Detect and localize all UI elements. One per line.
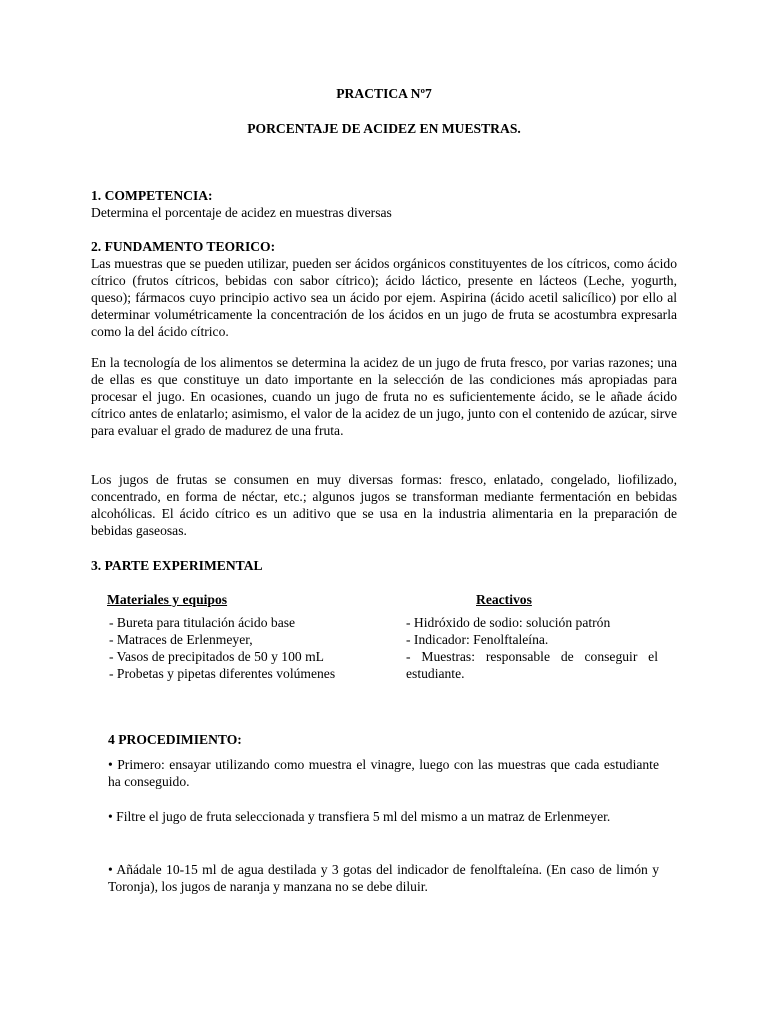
fundamento-heading: 2. FUNDAMENTO TEORICO: [91, 239, 276, 254]
bullet-icon: • [108, 809, 113, 824]
competencia-text: Determina el porcentaje de acidez en muestras diversas [91, 205, 392, 220]
procedimiento-step-1 [108, 756, 659, 790]
competencia-heading: 1. COMPETENCIA: [91, 188, 213, 203]
experimental-heading: 3. PARTE EXPERIMENTAL [91, 558, 263, 573]
reactivos-item: - Indicador: Fenolftaleína. [406, 632, 549, 647]
procedimiento-step-text: Filtre el jugo de fruta seleccionada y transfiera 5 ml del mismo a un matraz de Erlenmeyer. [116, 809, 611, 824]
fundamento-paragraph-2: En la tecnología de los alimentos se determina la acidez de un jugo de fruta fresco, por varias razones; una de ellas es que constituye un dato importante en la selección de las condiciones más apropiadas para procesar el jugo. En ocasiones, cuando un jugo de fruta no es suficientemente ácido, se le añade ácido cítrico antes de enlatarlo; asimismo, el valor de la acidez de un jugo, junto con el contenido de azúcar, sirve para evaluar el grado de madurez de una fruta. [91, 355, 677, 438]
procedimiento-step-3 [108, 861, 659, 895]
reactivos-item: - Muestras: responsable de conseguir el estudiante. [406, 649, 658, 681]
materiales-item: - Matraces de Erlenmeyer, [109, 632, 253, 647]
fundamento-paragraph-3: Los jugos de frutas se consumen en muy diversas formas: fresco, enlatado, congelado, liofilizado, concentrado, en forma de néctar, etc.; algunos jugos se transforman mediante fermentación en bebidas alcohólicas. El ácido cítrico es un aditivo que se usa en la industria alimentaria en la preparación de bebidas gaseosas. [91, 472, 677, 538]
reactivos-heading: Reactivos [476, 592, 532, 607]
bullet-icon: • [108, 862, 113, 877]
procedimiento-step-2 [108, 808, 659, 825]
bullet-icon: • [108, 757, 113, 772]
fundamento-paragraph-1: Las muestras que se pueden utilizar, pueden ser ácidos orgánicos constituyentes de los cítricos, como ácido cítrico (frutos cítricos, bebidas con sabor cítrico); ácido láctico, presente en lácteos (Leche, yogurth, queso); fármacos cuyo principio activo sea un ácido por ejem. Aspirina (ácido acetil salicílico) por ello al determinar volumétricamente la concentración de los ácidos en un jugo de fruta se acostumbra expresarla como la del ácido cítrico. [91, 256, 677, 339]
materiales-heading: Materiales y equipos [107, 592, 228, 607]
procedimiento-step-text: Primero: ensayar utilizando como muestra el vinagre, luego con las muestras que cada estudiante ha conseguido. [108, 757, 659, 789]
procedimiento-step-text: Añádale 10-15 ml de agua destilada y 3 gotas del indicador de fenolftaleína. (En caso de limón y Toronja), los jugos de naranja y manzana no se debe diluir. [108, 862, 659, 894]
materiales-item: - Bureta para titulación ácido base [109, 615, 296, 630]
document-subtitle: PORCENTAJE DE ACIDEZ EN MUESTRAS. [247, 121, 521, 136]
materiales-item: - Vasos de precipitados de 50 y 100 mL [109, 649, 324, 664]
procedimiento-heading: 4 PROCEDIMIENTO: [108, 732, 242, 747]
document-title: PRACTICA Nº7 [336, 86, 432, 101]
reactivos-list [406, 614, 658, 682]
materiales-list [109, 614, 360, 682]
materiales-item: - Probetas y pipetas diferentes volúmenes [109, 666, 336, 681]
reactivos-item: - Hidróxido de sodio: solución patrón [406, 615, 611, 630]
